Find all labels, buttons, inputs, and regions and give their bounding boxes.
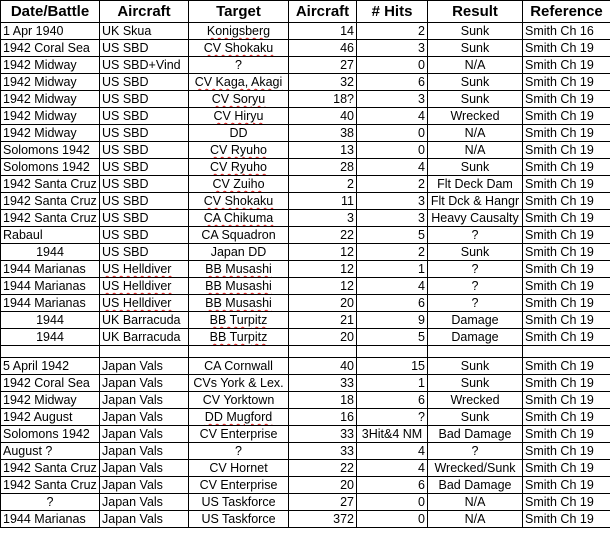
reference-cell[interactable]: Smith Ch 19: [523, 329, 610, 346]
date-battle-cell[interactable]: 1942 Midway: [1, 74, 100, 91]
empty-cell[interactable]: [428, 346, 523, 358]
aircraft-count-cell[interactable]: 12: [289, 261, 357, 278]
result-cell[interactable]: ?: [428, 443, 523, 460]
hits-cell[interactable]: 0: [357, 125, 428, 142]
result-cell[interactable]: Wrecked: [428, 392, 523, 409]
hits-cell[interactable]: 0: [357, 511, 428, 528]
reference-cell[interactable]: Smith Ch 19: [523, 74, 610, 91]
hits-cell[interactable]: 2: [357, 176, 428, 193]
date-battle-cell[interactable]: 1942 Santa Cruz: [1, 210, 100, 227]
reference-cell[interactable]: Smith Ch 19: [523, 91, 610, 108]
reference-cell[interactable]: Smith Ch 19: [523, 375, 610, 392]
aircraft-type-cell[interactable]: US SBD: [100, 40, 189, 57]
date-battle-cell[interactable]: 1 Apr 1940: [1, 23, 100, 40]
aircraft-count-cell[interactable]: 18: [289, 392, 357, 409]
date-battle-cell[interactable]: 1944: [1, 312, 100, 329]
hits-cell[interactable]: 15: [357, 358, 428, 375]
table-row: [1, 409, 610, 426]
header-row: [1, 1, 610, 23]
target-cell[interactable]: BB Turpitz: [189, 312, 289, 329]
aircraft-count-cell[interactable]: 27: [289, 494, 357, 511]
aircraft-count-cell[interactable]: 13: [289, 142, 357, 159]
target-cell[interactable]: ?: [189, 57, 289, 74]
reference-cell[interactable]: Smith Ch 19: [523, 295, 610, 312]
aircraft-type-cell[interactable]: US SBD: [100, 227, 189, 244]
date-battle-cell[interactable]: 1944: [1, 329, 100, 346]
target-cell[interactable]: CA Chikuma: [189, 210, 289, 227]
target-cell[interactable]: ?: [189, 443, 289, 460]
target-cell[interactable]: BB Turpitz: [189, 329, 289, 346]
table-row: [1, 375, 610, 392]
header-hits[interactable]: # Hits: [357, 1, 428, 23]
table-row: [1, 40, 610, 57]
date-battle-cell[interactable]: 1942 Santa Cruz: [1, 477, 100, 494]
aircraft-count-cell[interactable]: 20: [289, 295, 357, 312]
aircraft-type-cell[interactable]: Japan Vals: [100, 443, 189, 460]
date-battle-cell[interactable]: 1944 Marianas: [1, 511, 100, 528]
date-battle-cell[interactable]: August ?: [1, 443, 100, 460]
reference-cell[interactable]: Smith Ch 19: [523, 409, 610, 426]
reference-cell[interactable]: Smith Ch 19: [523, 392, 610, 409]
table-row: [1, 74, 610, 91]
target-cell[interactable]: CV Zuiho: [189, 176, 289, 193]
date-battle-cell[interactable]: 1942 Midway: [1, 392, 100, 409]
result-cell[interactable]: Sunk: [428, 23, 523, 40]
hits-cell[interactable]: 4: [357, 460, 428, 477]
hits-cell[interactable]: 9: [357, 312, 428, 329]
header-reference[interactable]: Reference: [523, 1, 610, 23]
aircraft-type-cell[interactable]: UK Barracuda: [100, 312, 189, 329]
date-battle-cell[interactable]: Solomons 1942: [1, 159, 100, 176]
aircraft-type-cell[interactable]: US SBD+Vind: [100, 57, 189, 74]
target-cell[interactable]: CVs York & Lex.: [189, 375, 289, 392]
reference-cell[interactable]: Smith Ch 19: [523, 176, 610, 193]
hits-cell[interactable]: 6: [357, 392, 428, 409]
table-row: [1, 477, 610, 494]
aircraft-count-cell[interactable]: 18?: [289, 91, 357, 108]
date-battle-cell[interactable]: 1942 Midway: [1, 125, 100, 142]
date-battle-cell[interactable]: Rabaul: [1, 227, 100, 244]
hits-cell[interactable]: 3: [357, 210, 428, 227]
aircraft-count-cell[interactable]: 21: [289, 312, 357, 329]
aircraft-type-cell[interactable]: US SBD: [100, 108, 189, 125]
empty-cell[interactable]: [1, 346, 100, 358]
date-battle-cell[interactable]: 1942 Midway: [1, 91, 100, 108]
hits-cell[interactable]: 6: [357, 74, 428, 91]
result-cell[interactable]: Bad Damage: [428, 426, 523, 443]
aircraft-type-cell[interactable]: UK Skua: [100, 23, 189, 40]
empty-cell[interactable]: [189, 346, 289, 358]
aircraft-count-cell[interactable]: 46: [289, 40, 357, 57]
result-cell[interactable]: Wrecked/Sunk: [428, 460, 523, 477]
aircraft-type-cell[interactable]: US SBD: [100, 176, 189, 193]
date-battle-cell[interactable]: 5 April 1942: [1, 358, 100, 375]
table-row: [1, 244, 610, 261]
table-row: [1, 278, 610, 295]
aircraft-count-cell[interactable]: 3: [289, 210, 357, 227]
result-cell[interactable]: N/A: [428, 125, 523, 142]
result-cell[interactable]: Flt Dck & Hangr: [428, 193, 523, 210]
reference-cell[interactable]: Smith Ch 19: [523, 261, 610, 278]
result-cell[interactable]: Damage: [428, 312, 523, 329]
reference-cell[interactable]: Smith Ch 19: [523, 278, 610, 295]
hits-cell[interactable]: 2: [357, 23, 428, 40]
reference-cell[interactable]: Smith Ch 19: [523, 159, 610, 176]
hits-cell[interactable]: 2: [357, 244, 428, 261]
hits-cell[interactable]: 6: [357, 477, 428, 494]
date-battle-cell[interactable]: Solomons 1942: [1, 426, 100, 443]
result-cell[interactable]: Bad Damage: [428, 477, 523, 494]
aircraft-count-cell[interactable]: 40: [289, 108, 357, 125]
aircraft-type-cell[interactable]: Japan Vals: [100, 392, 189, 409]
target-cell[interactable]: CV Ryuho: [189, 159, 289, 176]
hits-cell[interactable]: ?: [357, 409, 428, 426]
result-cell[interactable]: Heavy Causalty: [428, 210, 523, 227]
hits-cell[interactable]: 3: [357, 193, 428, 210]
reference-cell[interactable]: Smith Ch 19: [523, 142, 610, 159]
result-cell[interactable]: Wrecked: [428, 108, 523, 125]
table-row: [1, 227, 610, 244]
aircraft-count-cell[interactable]: 32: [289, 74, 357, 91]
empty-cell[interactable]: [100, 346, 189, 358]
result-cell[interactable]: ?: [428, 295, 523, 312]
table-row: [1, 125, 610, 142]
aircraft-count-cell[interactable]: 11: [289, 193, 357, 210]
date-battle-cell[interactable]: 1942 Santa Cruz: [1, 193, 100, 210]
table-row: [1, 392, 610, 409]
table-row: [1, 443, 610, 460]
reference-cell[interactable]: Smith Ch 19: [523, 210, 610, 227]
table-row: [1, 193, 610, 210]
aircraft-type-cell[interactable]: US SBD: [100, 159, 189, 176]
table-row: [1, 210, 610, 227]
result-cell[interactable]: ?: [428, 227, 523, 244]
result-cell[interactable]: Sunk: [428, 159, 523, 176]
empty-cell[interactable]: [289, 346, 357, 358]
reference-cell[interactable]: Smith Ch 19: [523, 511, 610, 528]
reference-cell[interactable]: Smith Ch 19: [523, 125, 610, 142]
aircraft-type-cell[interactable]: US SBD: [100, 244, 189, 261]
hits-cell[interactable]: 5: [357, 227, 428, 244]
result-cell[interactable]: Damage: [428, 329, 523, 346]
reference-cell[interactable]: Smith Ch 19: [523, 443, 610, 460]
aircraft-type-cell[interactable]: US Helldiver: [100, 261, 189, 278]
target-cell[interactable]: CV Hiryu: [189, 108, 289, 125]
result-cell[interactable]: ?: [428, 278, 523, 295]
reference-cell[interactable]: Smith Ch 16: [523, 23, 610, 40]
table-row: [1, 142, 610, 159]
aircraft-type-cell[interactable]: Japan Vals: [100, 375, 189, 392]
hits-cell[interactable]: 5: [357, 329, 428, 346]
target-cell[interactable]: US Taskforce: [189, 494, 289, 511]
date-battle-cell[interactable]: 1942 Santa Cruz: [1, 460, 100, 477]
aircraft-type-cell[interactable]: US Helldiver: [100, 278, 189, 295]
hits-cell[interactable]: 3Hit&4 NM: [357, 426, 428, 443]
aircraft-type-cell[interactable]: Japan Vals: [100, 426, 189, 443]
aircraft-count-cell[interactable]: 33: [289, 375, 357, 392]
date-battle-cell[interactable]: Solomons 1942: [1, 142, 100, 159]
target-cell[interactable]: CV Enterprise: [189, 426, 289, 443]
reference-cell[interactable]: Smith Ch 19: [523, 244, 610, 261]
aircraft-type-cell[interactable]: US SBD: [100, 142, 189, 159]
aircraft-type-cell[interactable]: Japan Vals: [100, 494, 189, 511]
table-row: [1, 295, 610, 312]
aircraft-type-cell[interactable]: Japan Vals: [100, 358, 189, 375]
header-target[interactable]: Target: [189, 1, 289, 23]
hits-cell[interactable]: 0: [357, 142, 428, 159]
result-cell[interactable]: Flt Deck Dam: [428, 176, 523, 193]
table-row: [1, 460, 610, 477]
result-cell[interactable]: Sunk: [428, 74, 523, 91]
result-cell[interactable]: N/A: [428, 142, 523, 159]
table-row: [1, 108, 610, 125]
reference-cell[interactable]: Smith Ch 19: [523, 477, 610, 494]
reference-cell[interactable]: Smith Ch 19: [523, 426, 610, 443]
result-cell[interactable]: N/A: [428, 57, 523, 74]
date-battle-cell[interactable]: 1944 Marianas: [1, 278, 100, 295]
table-row: [1, 329, 610, 346]
date-battle-cell[interactable]: 1942 Midway: [1, 108, 100, 125]
reference-cell[interactable]: Smith Ch 19: [523, 460, 610, 477]
hits-cell[interactable]: 1: [357, 261, 428, 278]
aircraft-count-cell[interactable]: 38: [289, 125, 357, 142]
table-row: [1, 312, 610, 329]
aircraft-count-cell[interactable]: 372: [289, 511, 357, 528]
date-battle-cell[interactable]: ?: [1, 494, 100, 511]
aircraft-type-cell[interactable]: Japan Vals: [100, 409, 189, 426]
reference-cell[interactable]: Smith Ch 19: [523, 312, 610, 329]
target-cell[interactable]: CV Soryu: [189, 91, 289, 108]
result-cell[interactable]: N/A: [428, 494, 523, 511]
hits-cell[interactable]: 1: [357, 375, 428, 392]
reference-cell[interactable]: Smith Ch 19: [523, 227, 610, 244]
aircraft-type-cell[interactable]: Japan Vals: [100, 511, 189, 528]
hits-cell[interactable]: 4: [357, 159, 428, 176]
hits-cell[interactable]: 0: [357, 494, 428, 511]
aircraft-count-cell[interactable]: 22: [289, 460, 357, 477]
target-cell[interactable]: Konigsberg: [189, 23, 289, 40]
target-cell[interactable]: CV Hornet: [189, 460, 289, 477]
result-cell[interactable]: Sunk: [428, 358, 523, 375]
date-battle-cell[interactable]: 1944: [1, 244, 100, 261]
date-battle-cell[interactable]: 1942 Santa Cruz: [1, 176, 100, 193]
table-row: [1, 261, 610, 278]
aircraft-count-cell[interactable]: 27: [289, 57, 357, 74]
reference-cell[interactable]: Smith Ch 19: [523, 494, 610, 511]
header-aircraft-type[interactable]: Aircraft: [100, 1, 189, 23]
hits-cell[interactable]: 6: [357, 295, 428, 312]
result-cell[interactable]: Sunk: [428, 40, 523, 57]
aircraft-type-cell[interactable]: Japan Vals: [100, 477, 189, 494]
table-row: [1, 159, 610, 176]
table-row: [1, 511, 610, 528]
reference-cell[interactable]: Smith Ch 19: [523, 40, 610, 57]
target-cell[interactable]: CA Squadron: [189, 227, 289, 244]
reference-cell[interactable]: Smith Ch 19: [523, 193, 610, 210]
hits-cell[interactable]: 3: [357, 91, 428, 108]
reference-cell[interactable]: Smith Ch 19: [523, 108, 610, 125]
target-cell[interactable]: CV Shokaku: [189, 193, 289, 210]
hits-cell[interactable]: 4: [357, 443, 428, 460]
target-cell[interactable]: CV Shokaku: [189, 40, 289, 57]
result-cell[interactable]: N/A: [428, 511, 523, 528]
date-battle-cell[interactable]: 1942 Coral Sea: [1, 40, 100, 57]
hits-cell[interactable]: 3: [357, 40, 428, 57]
aircraft-count-cell[interactable]: 22: [289, 227, 357, 244]
header-aircraft-count[interactable]: Aircraft: [289, 1, 357, 23]
date-battle-cell[interactable]: 1942 Coral Sea: [1, 375, 100, 392]
aircraft-type-cell[interactable]: US SBD: [100, 125, 189, 142]
result-cell[interactable]: Sunk: [428, 409, 523, 426]
blank-separator-row: [1, 346, 610, 358]
table-row: [1, 176, 610, 193]
header-date-battle[interactable]: Date/Battle: [1, 1, 100, 23]
table-row: [1, 358, 610, 375]
table-row: [1, 57, 610, 74]
date-battle-cell[interactable]: 1942 August: [1, 409, 100, 426]
aircraft-count-cell[interactable]: 20: [289, 477, 357, 494]
aircraft-type-cell[interactable]: UK Barracuda: [100, 329, 189, 346]
target-cell[interactable]: CV Enterprise: [189, 477, 289, 494]
aircraft-count-cell[interactable]: 12: [289, 244, 357, 261]
aircraft-count-cell[interactable]: 12: [289, 278, 357, 295]
table-row: [1, 494, 610, 511]
aircraft-type-cell[interactable]: US SBD: [100, 210, 189, 227]
hits-cell[interactable]: 4: [357, 278, 428, 295]
date-battle-cell[interactable]: 1944 Marianas: [1, 261, 100, 278]
aircraft-count-cell[interactable]: 20: [289, 329, 357, 346]
aircraft-count-cell[interactable]: 2: [289, 176, 357, 193]
result-cell[interactable]: Sunk: [428, 91, 523, 108]
date-battle-cell[interactable]: 1944 Marianas: [1, 295, 100, 312]
reference-cell[interactable]: Smith Ch 19: [523, 57, 610, 74]
target-cell[interactable]: BB Musashi: [189, 295, 289, 312]
result-cell[interactable]: Sunk: [428, 244, 523, 261]
aircraft-count-cell[interactable]: 14: [289, 23, 357, 40]
target-cell[interactable]: CV Kaga, Akagi: [189, 74, 289, 91]
target-cell[interactable]: CV Ryuho: [189, 142, 289, 159]
aircraft-count-cell[interactable]: 33: [289, 426, 357, 443]
reference-cell[interactable]: Smith Ch 19: [523, 358, 610, 375]
date-battle-cell[interactable]: 1942 Midway: [1, 57, 100, 74]
aircraft-type-cell[interactable]: US SBD: [100, 193, 189, 210]
target-cell[interactable]: BB Musashi: [189, 278, 289, 295]
header-result[interactable]: Result: [428, 1, 523, 23]
target-cell[interactable]: DD: [189, 125, 289, 142]
aircraft-count-cell[interactable]: 40: [289, 358, 357, 375]
target-cell[interactable]: Japan DD: [189, 244, 289, 261]
aircraft-type-cell[interactable]: US SBD: [100, 91, 189, 108]
table-body: [1, 23, 610, 528]
aircraft-count-cell[interactable]: 33: [289, 443, 357, 460]
target-cell[interactable]: CV Yorktown: [189, 392, 289, 409]
empty-cell[interactable]: [523, 346, 610, 358]
aircraft-type-cell[interactable]: US SBD: [100, 74, 189, 91]
target-cell[interactable]: US Taskforce: [189, 511, 289, 528]
result-cell[interactable]: Sunk: [428, 375, 523, 392]
aircraft-type-cell[interactable]: Japan Vals: [100, 460, 189, 477]
hits-cell[interactable]: 0: [357, 57, 428, 74]
empty-cell[interactable]: [357, 346, 428, 358]
hits-cell[interactable]: 4: [357, 108, 428, 125]
aircraft-type-cell[interactable]: US Helldiver: [100, 295, 189, 312]
result-cell[interactable]: ?: [428, 261, 523, 278]
target-cell[interactable]: BB Musashi: [189, 261, 289, 278]
table-row: [1, 23, 610, 40]
target-cell[interactable]: CA Cornwall: [189, 358, 289, 375]
aircraft-count-cell[interactable]: 28: [289, 159, 357, 176]
target-cell[interactable]: DD Mugford: [189, 409, 289, 426]
table-row: [1, 91, 610, 108]
table-row: [1, 426, 610, 443]
aircraft-count-cell[interactable]: 16: [289, 409, 357, 426]
